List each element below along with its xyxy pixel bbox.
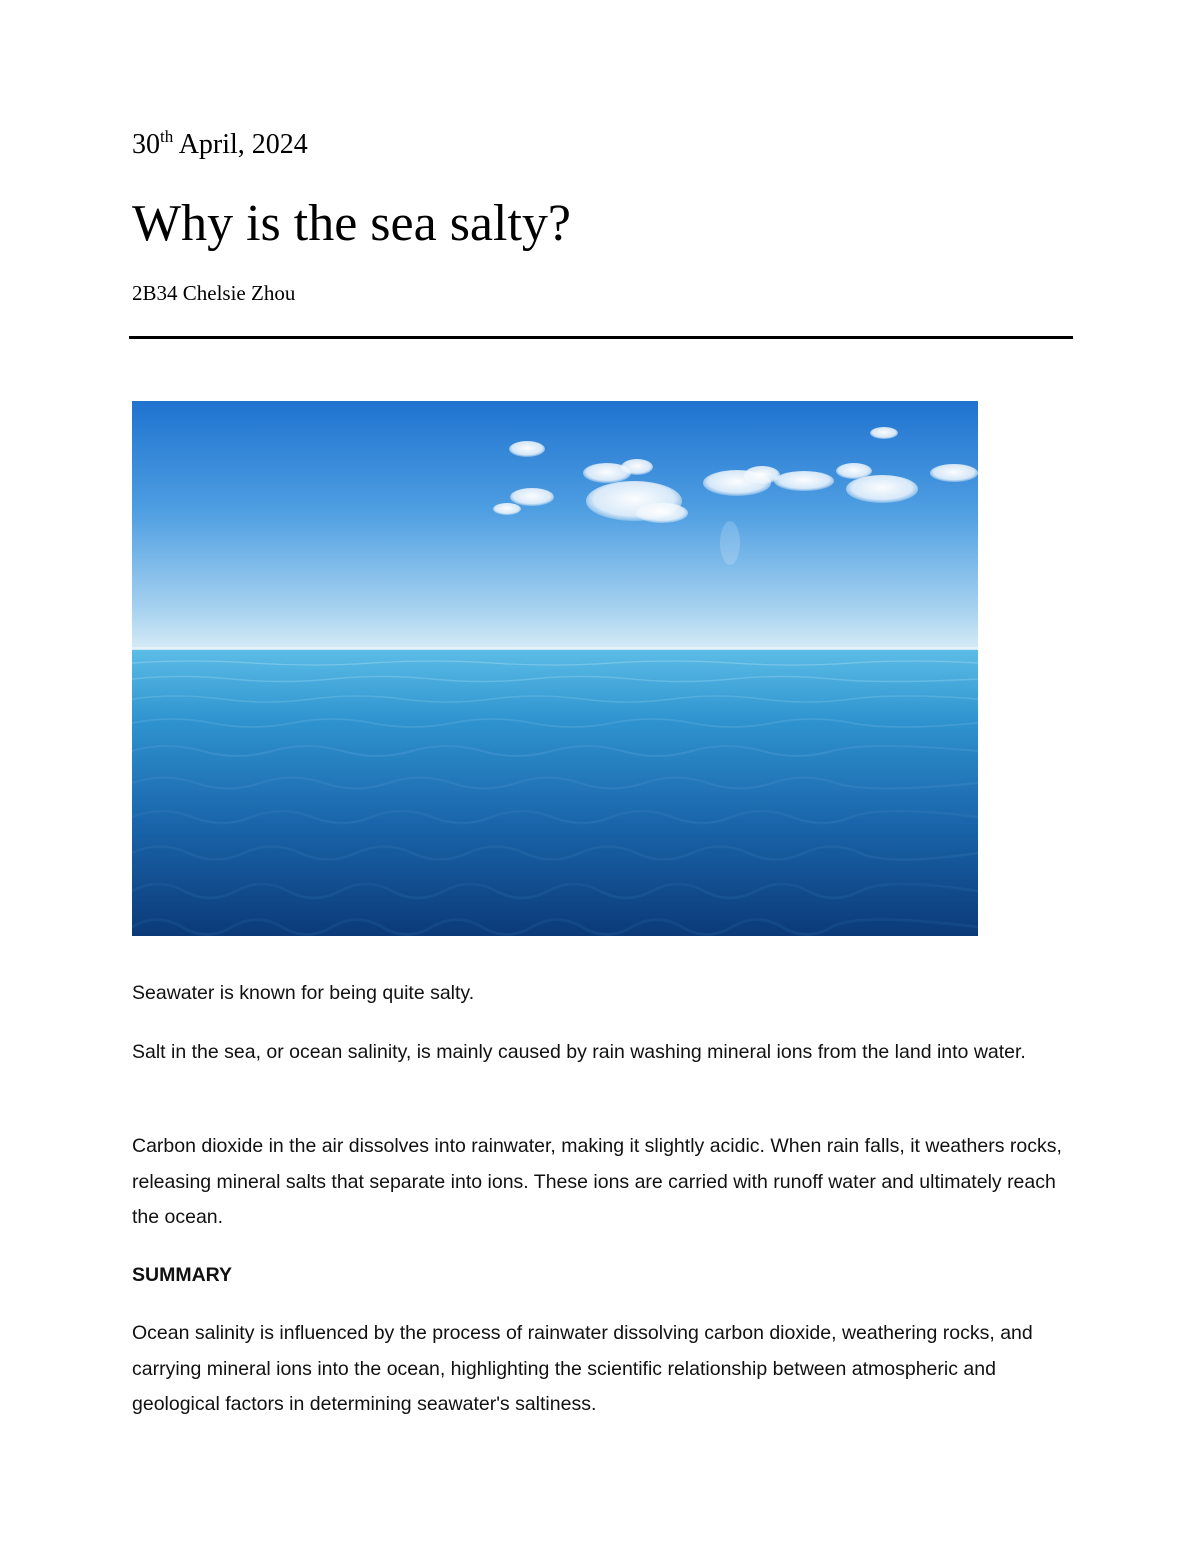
author-line: 2B34 Chelsie Zhou <box>132 281 296 305</box>
summary-paragraph: Ocean salinity is influenced by the process of rainwater dissolving carbon dioxide, weathering rocks, and carrying mineral ions into the ocean, highlighting the scientific relationship between atmospheric and geological factors in determining seawater's saltiness. <box>132 1322 1033 1415</box>
date-month-year: April, 2024 <box>173 129 308 160</box>
paragraph-intro: Seawater is known for being quite salty. <box>132 982 475 1004</box>
sky <box>132 401 978 649</box>
sea-photo-illustration <box>132 401 978 936</box>
sea <box>132 649 978 936</box>
horizon-line <box>132 647 978 650</box>
document-title: Why is the sea salty? <box>132 195 571 252</box>
sea-photo <box>132 401 978 936</box>
paragraph-process: Carbon dioxide in the air dissolves into rainwater, making it slightly acidic. When rain falls, it weathers rocks, releasing mineral salts that separate into ions. These ions are carried with runoff water and ultimately reach the ocean. <box>132 1135 1062 1228</box>
header-divider <box>129 336 1073 339</box>
date-suffix: th <box>160 127 174 146</box>
paragraph-cause: Salt in the sea, or ocean salinity, is mainly caused by rain washing mineral ions from the land into water. <box>132 1041 1026 1063</box>
document-date <box>132 127 308 166</box>
summary-heading: SUMMARY <box>132 1264 233 1286</box>
date-day: 30 <box>132 129 160 160</box>
